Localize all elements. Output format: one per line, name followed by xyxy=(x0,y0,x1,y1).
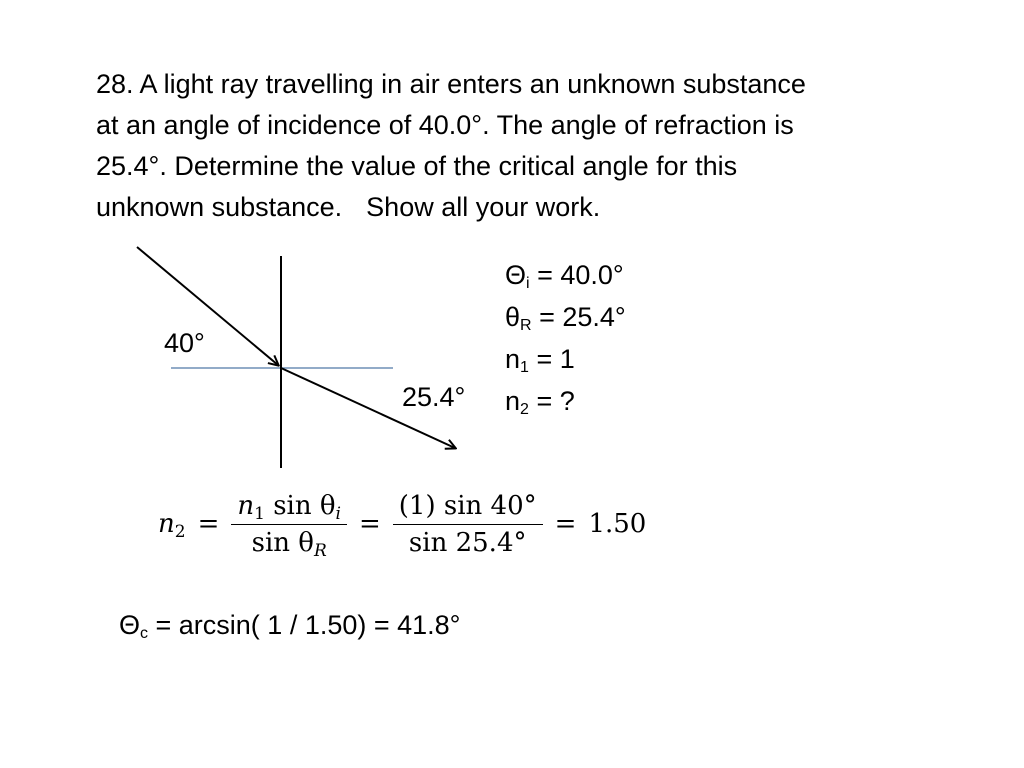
fraction-denominator: sin θR xyxy=(251,527,327,561)
fraction-numerator: n1 sin θi xyxy=(231,491,347,525)
equation-result: 1.50 xyxy=(588,509,647,539)
equation-lhs: n2 xyxy=(158,509,186,542)
given-item: $\Theta_i = 40.0^\circ$ xyxy=(505,260,624,292)
problem-line: at an angle of incidence of 40.0°. The angle of refraction is xyxy=(96,110,794,140)
incidence-angle-label: 40° xyxy=(164,328,205,358)
given-item: $n_2$ = ? xyxy=(505,386,575,418)
incident-ray xyxy=(137,247,278,365)
problem-line-text: unknown substance. xyxy=(96,192,343,222)
numeric-fraction xyxy=(393,491,543,558)
problem-line: 28. A light ray travelling in air enters an unknown substance xyxy=(96,69,806,99)
equals-sign: = xyxy=(358,509,381,539)
given-item: $n_1 = 1$ xyxy=(505,344,575,376)
equals-sign: = xyxy=(197,509,220,539)
critical-angle-result: $\Theta_c = \arcsin$( 1 / 1.50) = 41.8° xyxy=(119,610,461,642)
fraction-numerator: (1) sin 40° xyxy=(393,491,543,525)
problem-line: 25.4°. Determine the value of the critical angle for this xyxy=(96,151,738,181)
fraction-denominator: sin 25.4° xyxy=(408,527,527,558)
equals-sign: = xyxy=(554,509,577,539)
instruction-text: Show all your work. xyxy=(366,192,601,222)
given-item: $\theta_R = 25.4^\circ$ xyxy=(505,302,626,334)
refractive-index-equation xyxy=(158,478,646,570)
snell-fraction xyxy=(231,490,347,561)
givens-list xyxy=(505,254,626,422)
refraction-angle-label: 25.4° xyxy=(402,382,466,412)
